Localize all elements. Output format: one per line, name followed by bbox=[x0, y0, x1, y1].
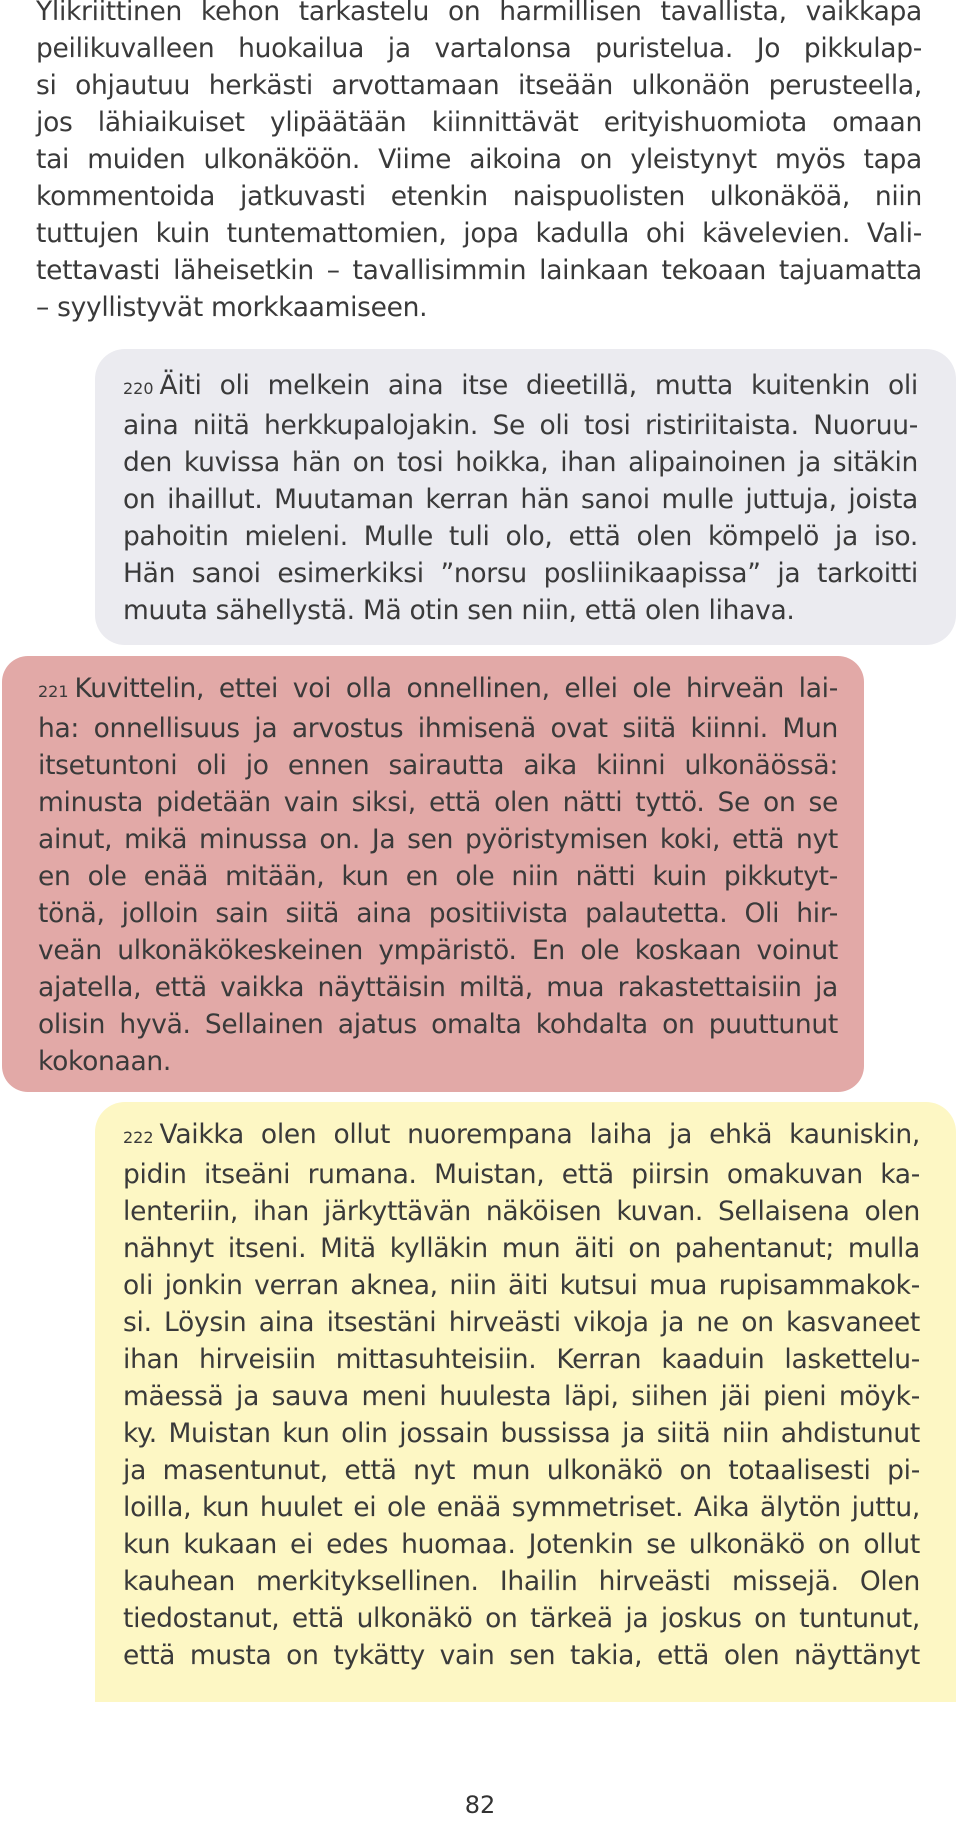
quote-line: että musta on tykätty vain sen takia, että olen näyttänyt bbox=[123, 1640, 920, 1671]
quote-line: on ihaillut. Muutaman kerran hän sanoi mulle juttuja, joista bbox=[123, 484, 918, 515]
quote-line: ihan hirveisiin mittasuhteisiin. Kerran kaaduin laskettelu- bbox=[123, 1344, 920, 1375]
quote-line: en ole enää mitään, kun en ole niin nätti kuin pikkutyt- bbox=[38, 861, 838, 892]
intro-line: tuttujen kuin tuntemattomien, jopa kadulla ohi kävelevien. Vali- bbox=[36, 218, 922, 249]
quote-line: kokonaan. bbox=[38, 1046, 172, 1077]
quote-line: mäessä ja sauva meni huulesta läpi, siihen jäi pieni möyk- bbox=[123, 1381, 920, 1412]
quote-line: den kuvissa hän on tosi hoikka, ihan alipainoinen ja sitäkin bbox=[123, 447, 918, 478]
quote-line: tönä, jolloin sain siitä aina positiivista palautetta. Oli hir- bbox=[38, 898, 838, 929]
quote-line: ainut, mikä minussa on. Ja sen pyöristymisen koki, että nyt bbox=[38, 824, 838, 855]
intro-line: jos lähiaikuiset ylipäätään kiinnittävät erityishuomiota omaan bbox=[36, 107, 922, 138]
quote-line: ha: onnellisuus ja arvostus ihmisenä ovat siitä kiinni. Mun bbox=[38, 713, 838, 744]
quote-first-line bbox=[123, 1116, 920, 1156]
quote-line: veän ulkonäkökeskeinen ympäristö. En ole koskaan voinut bbox=[38, 935, 838, 966]
quote-line: ajatella, että vaikka näyttäisin miltä, mua rakastettaisiin ja bbox=[38, 972, 838, 1003]
quote-line: Hän sanoi esimerkiksi ”norsu posliinikaapissa” ja tarkoitti bbox=[123, 558, 918, 589]
quote-line: aina niitä herkkupalojakin. Se oli tosi ristiriitaista. Nuoruu- bbox=[123, 410, 918, 441]
quote-line: lenteriin, ihan järkyttävän näköisen kuvan. Sellaisena olen bbox=[123, 1196, 920, 1227]
intro-line: tettavasti läheisetkin – tavallisimmin lainkaan tekoaan tajuamatta bbox=[36, 255, 922, 286]
quote-first-line bbox=[123, 367, 918, 407]
quote-line: tiedostanut, että ulkonäkö on tärkeä ja joskus on tuntunut, bbox=[123, 1603, 920, 1634]
quote-line: Äiti oli melkein aina itse dieetillä, mutta kuitenkin oli bbox=[159, 370, 918, 401]
quote-line: Vaikka olen ollut nuorempana laiha ja ehkä kauniskin, bbox=[159, 1119, 920, 1150]
intro-line: peilikuvalleen huokailua ja vartalonsa puristelua. Jo pikkulap- bbox=[36, 33, 922, 64]
quote-line: muuta sähellystä. Mä otin sen niin, että olen lihava. bbox=[123, 595, 795, 626]
quote-box-220 bbox=[95, 349, 956, 645]
quote-line: ja masentunut, että nyt mun ulkonäkö on totaalisesti pi- bbox=[123, 1455, 920, 1486]
quote-line: nähnyt itseni. Mitä kylläkin mun äiti on pahentanut; mulla bbox=[123, 1233, 920, 1264]
intro-line: – syyllistyvät morkkaamiseen. bbox=[36, 292, 428, 323]
quote-box-222 bbox=[95, 1102, 956, 1702]
intro-line: tai muiden ulkonäköön. Viime aikoina on yleistynyt myös tapa bbox=[36, 144, 922, 175]
quote-line: minusta pidetään vain siksi, että olen nätti tyttö. Se on se bbox=[38, 787, 838, 818]
intro-line: kommentoida jatkuvasti etenkin naispuolisten ulkonäköä, niin bbox=[36, 181, 922, 212]
quote-line: pahoitin mieleni. Mulle tuli olo, että olen kömpelö ja iso. bbox=[123, 521, 918, 552]
quote-line: kauhean merkityksellinen. Ihailin hirveästi missejä. Olen bbox=[123, 1566, 920, 1597]
intro-line: Ylikriittinen kehon tarkastelu on harmillisen tavallista, vaikkapa bbox=[36, 0, 922, 27]
quote-line: loilla, kun huulet ei ole enää symmetriset. Aika älytön juttu, bbox=[123, 1492, 920, 1523]
quote-line: si. Löysin aina itsestäni hirveästi vikoja ja ne on kasvaneet bbox=[123, 1307, 920, 1338]
quote-line: pidin itseäni rumana. Muistan, että piirsin omakuvan ka- bbox=[123, 1159, 920, 1190]
quote-first-line bbox=[38, 670, 838, 710]
quote-line: oli jonkin verran aknea, niin äiti kutsui mua rupisammakok- bbox=[123, 1270, 920, 1301]
quote-box-221 bbox=[2, 656, 864, 1092]
footnote-number: 221 bbox=[38, 682, 69, 701]
footnote-number: 220 bbox=[123, 379, 154, 398]
page-number: 82 bbox=[464, 1791, 496, 1819]
intro-paragraph bbox=[36, 0, 922, 326]
quote-line: olisin hyvä. Sellainen ajatus omalta kohdalta on puuttunut bbox=[38, 1009, 838, 1040]
intro-line: si ohjautuu herkästi arvottamaan itseään ulkonäön perusteella, bbox=[36, 70, 922, 101]
quote-line: Kuvittelin, ettei voi olla onnellinen, ellei ole hirveän lai- bbox=[74, 673, 838, 704]
quote-line: ky. Muistan kun olin jossain bussissa ja siitä niin ahdistunut bbox=[123, 1418, 920, 1449]
quote-line: itsetuntoni oli jo ennen sairautta aika kiinni ulkonäössä: bbox=[38, 750, 838, 781]
quote-line: kun kukaan ei edes huomaa. Jotenkin se ulkonäkö on ollut bbox=[123, 1529, 920, 1560]
footnote-number: 222 bbox=[123, 1128, 154, 1147]
